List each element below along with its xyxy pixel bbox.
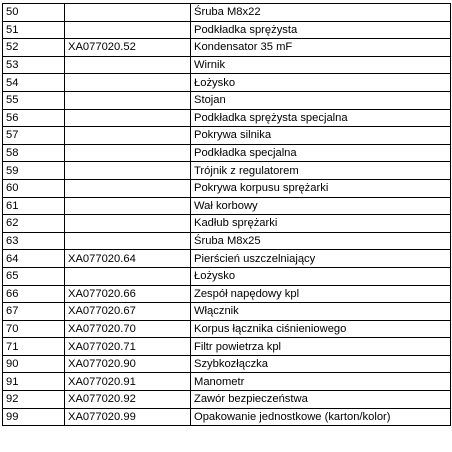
part-number-cell: 50 (3, 4, 65, 22)
part-code-cell (65, 215, 191, 233)
table-row (3, 109, 451, 127)
part-name-cell: Manometr (191, 373, 451, 391)
part-name-cell: Wirnik (191, 56, 451, 74)
part-name-cell: Filtr powietrza kpl (191, 338, 451, 356)
part-code-cell: XA077020.52 (65, 39, 191, 57)
table-row (3, 39, 451, 57)
part-code-cell (65, 56, 191, 74)
part-number-cell: 61 (3, 197, 65, 215)
part-code-cell (65, 127, 191, 145)
part-number-cell: 63 (3, 232, 65, 250)
part-number-cell: 66 (3, 285, 65, 303)
part-name-cell: Śruba M8x25 (191, 232, 451, 250)
part-number-cell: 57 (3, 127, 65, 145)
part-number-cell: 51 (3, 21, 65, 39)
part-name-cell: Wał korbowy (191, 197, 451, 215)
part-name-cell: Korpus łącznika ciśnieniowego (191, 320, 451, 338)
part-code-cell: XA077020.92 (65, 391, 191, 409)
part-code-cell: XA077020.90 (65, 355, 191, 373)
part-name-cell: Trójnik z regulatorem (191, 162, 451, 180)
table-row (3, 391, 451, 409)
part-number-cell: 90 (3, 355, 65, 373)
table-row (3, 56, 451, 74)
part-number-cell: 52 (3, 39, 65, 57)
part-code-cell: XA077020.71 (65, 338, 191, 356)
part-number-cell: 99 (3, 408, 65, 426)
table-row (3, 232, 451, 250)
parts-table (2, 3, 451, 426)
table-row (3, 338, 451, 356)
part-code-cell: XA077020.67 (65, 303, 191, 321)
table-row (3, 127, 451, 145)
part-number-cell: 91 (3, 373, 65, 391)
part-name-cell: Podkładka sprężysta specjalna (191, 109, 451, 127)
part-name-cell: Stojan (191, 91, 451, 109)
part-name-cell: Zespół napędowy kpl (191, 285, 451, 303)
part-number-cell: 59 (3, 162, 65, 180)
parts-list-sheet (2, 3, 450, 426)
part-code-cell (65, 179, 191, 197)
part-number-cell: 71 (3, 338, 65, 356)
part-number-cell: 55 (3, 91, 65, 109)
part-code-cell (65, 267, 191, 285)
part-code-cell (65, 74, 191, 92)
part-number-cell: 54 (3, 74, 65, 92)
part-code-cell (65, 197, 191, 215)
part-code-cell: XA077020.99 (65, 408, 191, 426)
part-code-cell (65, 232, 191, 250)
part-code-cell: XA077020.91 (65, 373, 191, 391)
part-code-cell: XA077020.64 (65, 250, 191, 268)
part-name-cell: Kadłub sprężarki (191, 215, 451, 233)
table-row (3, 144, 451, 162)
part-code-cell: XA077020.70 (65, 320, 191, 338)
part-number-cell: 58 (3, 144, 65, 162)
table-row (3, 21, 451, 39)
table-row (3, 267, 451, 285)
table-row (3, 320, 451, 338)
table-row (3, 408, 451, 426)
table-row (3, 197, 451, 215)
table-row (3, 373, 451, 391)
table-row (3, 74, 451, 92)
part-code-cell (65, 21, 191, 39)
part-name-cell: Podkładka sprężysta (191, 21, 451, 39)
table-row (3, 303, 451, 321)
part-number-cell: 92 (3, 391, 65, 409)
part-number-cell: 67 (3, 303, 65, 321)
part-number-cell: 70 (3, 320, 65, 338)
part-name-cell: Pokrywa korpusu sprężarki (191, 179, 451, 197)
part-name-cell: Włącznik (191, 303, 451, 321)
part-number-cell: 53 (3, 56, 65, 74)
table-row (3, 285, 451, 303)
part-number-cell: 60 (3, 179, 65, 197)
part-name-cell: Opakowanie jednostkowe (karton/kolor) (191, 408, 451, 426)
part-name-cell: Kondensator 35 mF (191, 39, 451, 57)
part-code-cell (65, 91, 191, 109)
part-name-cell: Podkładka specjalna (191, 144, 451, 162)
table-row (3, 250, 451, 268)
table-row (3, 91, 451, 109)
part-name-cell: Pokrywa silnika (191, 127, 451, 145)
table-row (3, 4, 451, 22)
part-code-cell (65, 144, 191, 162)
table-row (3, 355, 451, 373)
part-number-cell: 62 (3, 215, 65, 233)
part-name-cell: Pierścień uszczelniający (191, 250, 451, 268)
table-row (3, 215, 451, 233)
part-code-cell (65, 162, 191, 180)
part-name-cell: Śruba M8x22 (191, 4, 451, 22)
table-row (3, 179, 451, 197)
part-code-cell: XA077020.66 (65, 285, 191, 303)
part-name-cell: Szybkozłączka (191, 355, 451, 373)
part-number-cell: 56 (3, 109, 65, 127)
part-number-cell: 64 (3, 250, 65, 268)
part-name-cell: Łożysko (191, 267, 451, 285)
part-number-cell: 65 (3, 267, 65, 285)
part-code-cell (65, 4, 191, 22)
part-name-cell: Łożysko (191, 74, 451, 92)
part-name-cell: Zawór bezpieczeństwa (191, 391, 451, 409)
table-row (3, 162, 451, 180)
part-code-cell (65, 109, 191, 127)
